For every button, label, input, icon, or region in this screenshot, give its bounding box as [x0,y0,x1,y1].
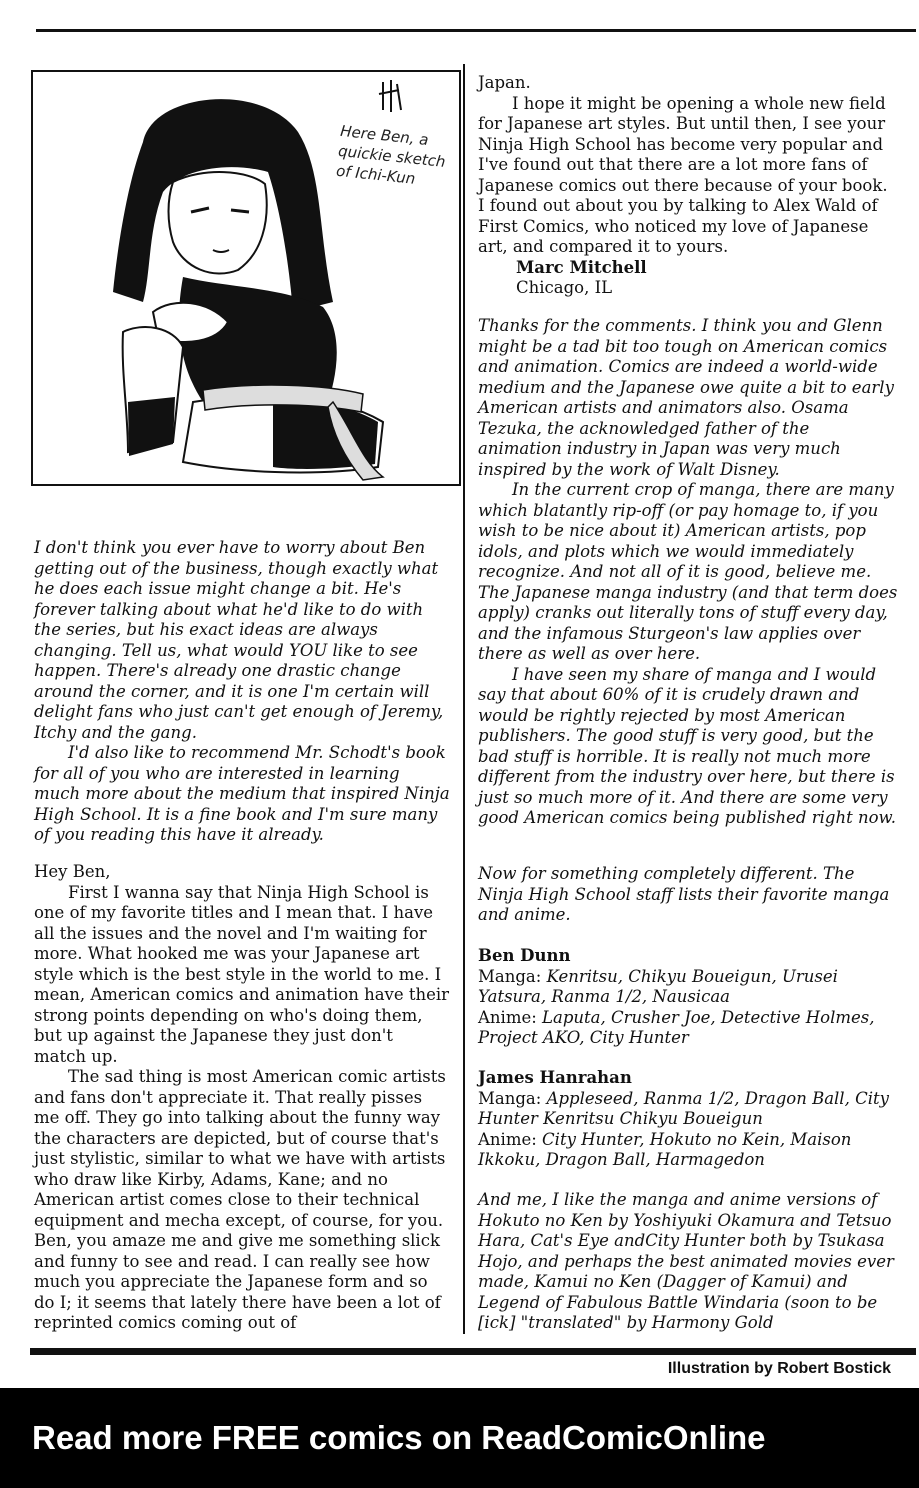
closing-text: And me, I like the manga and anime versions of Hokuto no Ken by Yoshiyuki Okamura and Tetsuo Hara, Cat's Eye andCity Hunter both by Tsukasa Hojo, and perhaps the best animated movies ever made, Kamui no Ken (Dagger of Kamui) and Legend of Fabulous Battle Windaria (soon to be [ick] "translated" by Harmony Gold [478,1190,894,1332]
staff-entry-james-hanrahan [478,1068,898,1171]
column-divider [463,64,465,1334]
reply-paragraph: I have seen my share of manga and I would say that about 60% of it is crudely drawn and would be rightly rejected by most American publishers. The good stuff is very good, but the bad stuff is horrible. It is really not much more different from the industry over here, but there is just so much more of it. And there are some very good American comics being published right now. [478,664,896,827]
staff-name: Ben Dunn [478,946,571,965]
staff-manga: Manga: Kenritsu, Chikyu Boueigun, Urusei Yatsura, Ranma 1/2, Nausicaa [478,966,838,1006]
editor-reply-left [34,538,450,846]
reply-paragraph: I don't think you ever have to worry about Ben getting out of the business, though exactly what he does each issue might change a bit. He's forever talking about what he'd like to do with the series, but his exact ideas are always changing. Tell us, what would YOU like to see happen. There's already one drastic change around the corner, and it is one I'm certain will delight fans who just can't get enough of Jeremy, Itchy and the gang. [34,538,444,742]
top-rule [36,29,916,32]
reply-paragraph: I'd also like to recommend Mr. Schodt's book for all of you who are interested in learning much more about the medium that inspired Ninja High School. It is a fine book and I'm sure many of you reading this have it already. [34,743,450,844]
illustration-credit: Illustration by Robert Bostick [667,1360,891,1377]
editor-reply-right [478,316,898,829]
staff-anime: Anime: Laputa, Crusher Joe, Detective Holmes, Project AKO, City Hunter [478,1007,875,1047]
letter-paragraph: First I wanna say that Ninja High School is one of my favorite titles and I mean that. I have all the issues and the novel and I'm waiting for more. What hooked me was your Japanese art style which is the best style in the world to me. I mean, American comics and animation have their strong points depending on who's doing them, but up against the Japanese they just don't match up. [34,882,450,1066]
letter-paragraph: The sad thing is most American comic artists and fans don't appreciate it. That really pisses me off. They go into talking about the funny way the characters are depicted, but of course that's just stylistic, similar to what we have with artists who draw like Kirby, Adams, Kane; and no American artist comes close to their technical equipment and mecha except, of course, for you. Ben, you amaze me and give me something slick and funny to see and read. I can really see how much you appreciate the Japanese form and so do I; it seems that lately there have been a lot of reprinted comics coming out of [34,1067,446,1332]
staff-intro-text: Now for something completely different. The Ninja High School staff lists their favorite manga and anime. [478,864,890,924]
signature-name: Marc Mitchell [516,257,647,277]
letter-greeting: Hey Ben, [34,862,111,881]
reply-paragraph: Thanks for the comments. I think you and Glenn might be a tad bit too tough on American comics and animation. Comics are indeed a world-wide medium and the Japanese owe quite a bit to early American artists and animators also. Osama Tezuka, the acknowledged father of the animation industry in Japan was very much inspired by the work of Walt Disney. [478,316,894,479]
closing-remarks [478,1190,898,1334]
letter-cont-paragraph: I hope it might be opening a whole new field for Japanese art styles. But until then, I see your Ninja High School has become very popular and I've found out that there are a lot more fans of Japanese comics out there because of your book. I found out about you by talking to Alex Wald of First Comics, who noticed my love of Japanese art, and compared it to yours. [478,93,888,256]
staff-anime: Anime: City Hunter, Hokuto no Kein, Maison Ikkoku, Dragon Ball, Harmagedon [478,1129,852,1169]
letter-cont-first: Japan. [478,73,531,92]
illustration-panel [31,70,461,486]
reader-letter [34,862,450,1334]
promo-banner[interactable]: Read more FREE comics on ReadComicOnline [0,1388,919,1488]
staff-manga: Manga: Appleseed, Ranma 1/2, Dragon Ball, City Hunter Kenritsu Chikyu Boueigun [478,1088,889,1128]
bottom-rule [30,1348,916,1355]
letter-continuation [478,73,898,299]
sketch-note: Here Ben, a quickie sketch of Ichi-Kun [335,121,447,188]
staff-entry-ben-dunn [478,946,898,1049]
staff-intro [478,864,898,926]
staff-name: James Hanrahan [478,1068,632,1087]
reply-paragraph: In the current crop of manga, there are many which blatantly rip-off (or pay homage to, if you wish to be nice about it) American artists, pop idols, and plots which we would immediately recognize. And not all of it is good, believe me. The Japanese manga industry (and that term does apply) cranks out literally tons of stuff every day, and the infamous Sturgeon's law applies over there as well as over here. [478,480,898,663]
signature-city: Chicago, IL [516,278,613,297]
